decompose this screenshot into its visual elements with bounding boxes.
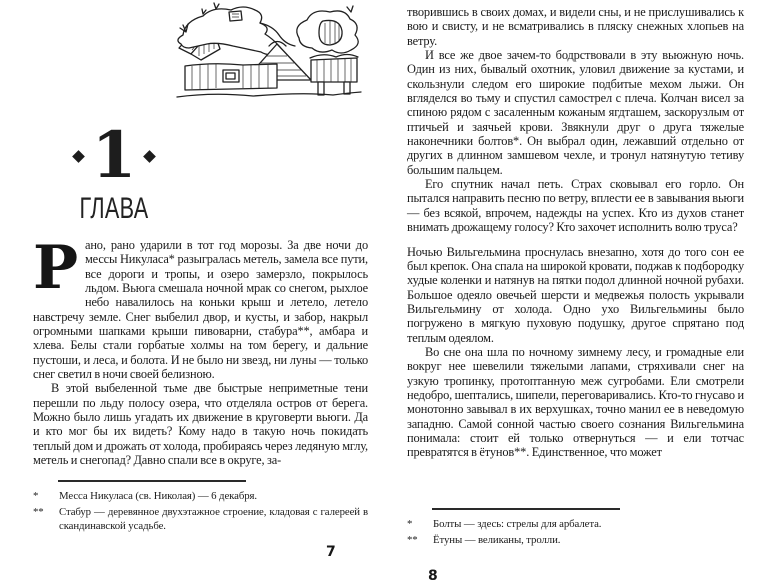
diamond-ornament-left-icon: [72, 150, 85, 163]
left-page: [33, 0, 368, 580]
drop-cap: Р: [33, 233, 78, 303]
footnote: [407, 517, 744, 531]
diamond-ornament-right-icon: [143, 150, 156, 163]
footnote: [33, 489, 368, 503]
chapter-label: ГЛАВА: [79, 192, 149, 225]
footnote-text: Месса Никуласа (св. Николая) — 6 декабря.: [59, 490, 257, 502]
paragraph: В этой выбеленной тьме две быстрые неприметные тени перешли по льду полосу озера, что отделяла остров от берега. Можно было лишь угадать их движение в круговерти вьюги. Да и кто мог бы их видеть? Кому надо в такую ночь покидать теплый дом и дрожать от холода, пробираясь через ледяную мглу, метель и снегопад? Давно спали все в округе, за-: [33, 381, 368, 468]
left-page-body: [33, 233, 368, 468]
footnote-rule: [432, 508, 620, 510]
paragraph: Его спутник начал петь. Страх сковывал его горло. Он пытался направить песню по ветру, вплести ее в завывания вьюги — без всякой, впрочем, надежды на успех. Кто из духов станет внимать дрожащему голосу? Кто захочет исполнить волю труса?: [407, 177, 744, 235]
footnote-marker: *: [407, 518, 413, 530]
page-number: 7: [326, 544, 336, 560]
left-footnotes: [33, 489, 368, 535]
footnote: [33, 505, 368, 533]
paragraph: Во сне она шла по ночному зимнему лесу, и громадные ели вокруг нее шевелили тяжелыми лапами, стряхивали снег на узкую тропинку, протоптанную меж сугробами. Ели смотрели недобро, шептались, шипели, переговаривались. Кто-то гнусаво и монотонно завывал в их верхушках, точно манил ее в неведомую западню. Самой сонной частью своего сознания Вильгельмина понимала: стоит ей только отвернуться — и ели тотчас превратятся в ётунов**. Единственное, что может: [407, 344, 744, 460]
right-page-body: [407, 5, 744, 460]
footnote-marker: **: [407, 534, 418, 546]
paragraph: творившись в своих домах, и видели сны, и не прислушивались к вою и свисту, и не всматривались в пляску снежных хлопьев на ветру.: [407, 5, 744, 48]
footnote-text: Болты — здесь: стрелы для арбалета.: [433, 518, 602, 530]
chapter-number: 1: [91, 118, 137, 194]
chapter-heading: [55, 118, 173, 225]
page-number: 8: [428, 568, 438, 580]
right-footnotes: [407, 517, 744, 549]
footnote-text: Ётуны — великаны, тролли.: [433, 534, 561, 546]
paragraph-with-dropcap: [33, 233, 368, 382]
paragraph-text: ано, рано ударили в тот год морозы. За две ночи до мессы Никуласа* разыгралась метель, замела все пути, все дороги и тропы, и озеро замерзло, покрылось льдом. Вьюга смешала ночной мрак со снегом, рыхлое небо навалилось на коньки крыш и летело, летело навстречу земле. Снег выбелил двор, и кусты, и забор, накрыл огромными шапками крыши пивоварни, стабура**, амбара и хлева. Белы стали горбатые холмы на том берегу, и дальние пустоши, и леса, и болота. И не было ни звезд, ни луны — только снег светил в ночи своей белизною.: [33, 238, 368, 382]
footnote-marker: *: [33, 490, 39, 502]
right-page: [407, 0, 744, 580]
paragraph: И все же двое зачем-то бодрствовали в эту вьюжную ночь. Один из них, бывалый охотник, уловил движение за кустами, и скользнули следом его широкие подбитые мехом лыжи. Он вгляделся во тьму и спустил самострел с плеча. Колчан висел за спиною рядом с засаленным кожаным ягдташем, заскорузлым от птичьей и заячьей крови. Звякнули друг о друга тяжелые наконечники болтов*. Он выбрал один, лежавший отдельно от других в длинном замшевом чехле, и тронул натянутую тетиву большим пальцем.: [407, 48, 744, 177]
footnote-text: Стабур — деревянное двухэтажное строение, кладовая с галереей в скандинавской усадьбе.: [59, 506, 368, 532]
footnote-marker: **: [33, 506, 44, 518]
footnote: [407, 533, 744, 547]
footnote-rule: [58, 480, 246, 482]
chapter-number-row: [55, 118, 173, 194]
paragraph-section-start: Ночью Вильгельмина проснулась внезапно, хотя до того сон ее был крепок. Она спала на широкой кровати, поджав к подбородку худые коленки и натянув на пятки подол длинной ночной рубахи. Большое одеяло овечьей шерсти и медвежья полость укрывали Вильгельмину от холода. Одно ухо Вильгельмины было погружено в мягкую пуховую подушку, другое спрятано под теплым одеялом.: [407, 244, 744, 345]
village-illustration: [173, 2, 367, 104]
